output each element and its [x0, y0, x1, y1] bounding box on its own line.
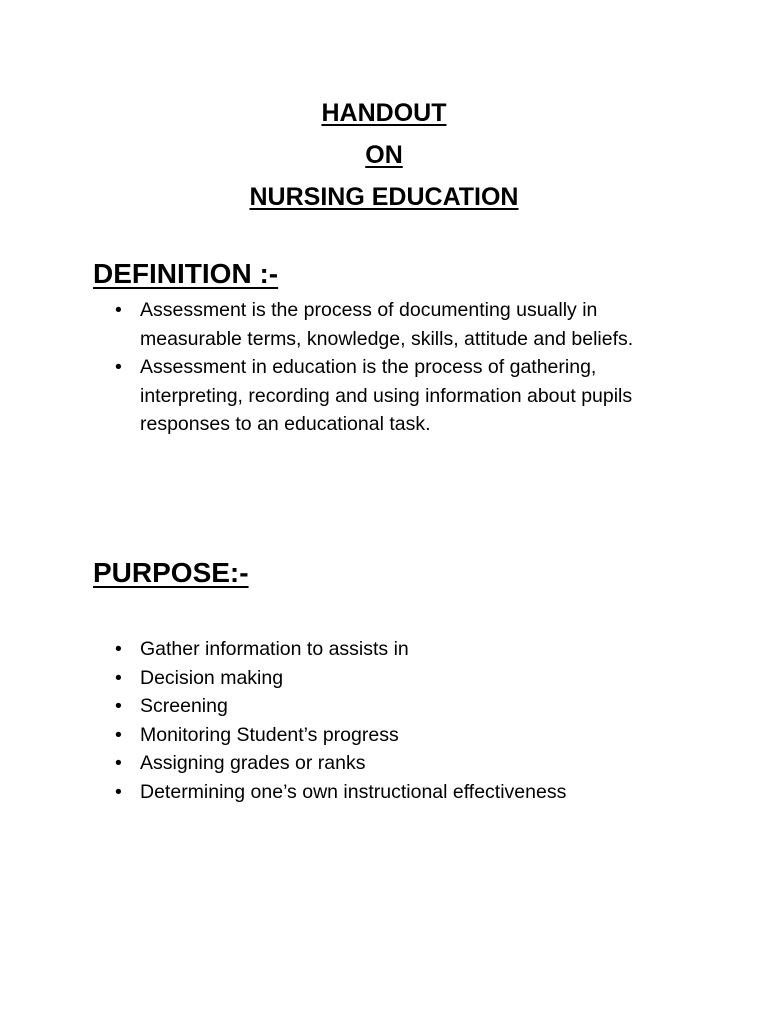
title-block [0, 92, 768, 218]
list-item [115, 721, 655, 750]
bullet-icon: • [115, 752, 122, 775]
bullet-icon: • [115, 723, 122, 746]
list-item [115, 353, 645, 439]
list-item [115, 692, 655, 721]
definition-list [115, 296, 645, 439]
bullet-icon: • [115, 638, 122, 660]
bullet-icon: • [115, 695, 122, 718]
bullet-icon: • [115, 299, 122, 321]
title-line-nursing-education: NURSING EDUCATION [249, 183, 519, 211]
list-item [115, 778, 655, 807]
purpose-item-text: Decision making [140, 666, 284, 689]
bullet-icon: • [115, 356, 122, 379]
purpose-item-text: Gather information to assists in [140, 638, 409, 660]
purpose-item-text: Determining one’s own instructional effectiveness [140, 780, 567, 803]
title-line-handout: HANDOUT [321, 99, 447, 127]
definition-item-text: Assessment in education is the process of gathering, interpreting, recording and using information about pupils responses to an educational task. [140, 356, 633, 436]
title-line-on: ON [365, 141, 403, 169]
definition-heading: DEFINITION :- [93, 258, 279, 289]
purpose-item-text: Monitoring Student’s progress [140, 723, 399, 746]
list-item [115, 664, 655, 693]
purpose-item-text: Screening [140, 695, 228, 718]
list-item [115, 296, 645, 353]
bullet-icon: • [115, 780, 122, 803]
definition-item-text: Assessment is the process of documenting usually in measurable terms, knowledge, skills, attitude and beliefs. [140, 299, 634, 350]
list-item [115, 635, 655, 664]
purpose-list [115, 635, 655, 807]
list-item [115, 749, 655, 778]
purpose-item-text: Assigning grades or ranks [140, 752, 366, 775]
bullet-icon: • [115, 666, 122, 689]
purpose-heading: PURPOSE:- [93, 557, 249, 588]
